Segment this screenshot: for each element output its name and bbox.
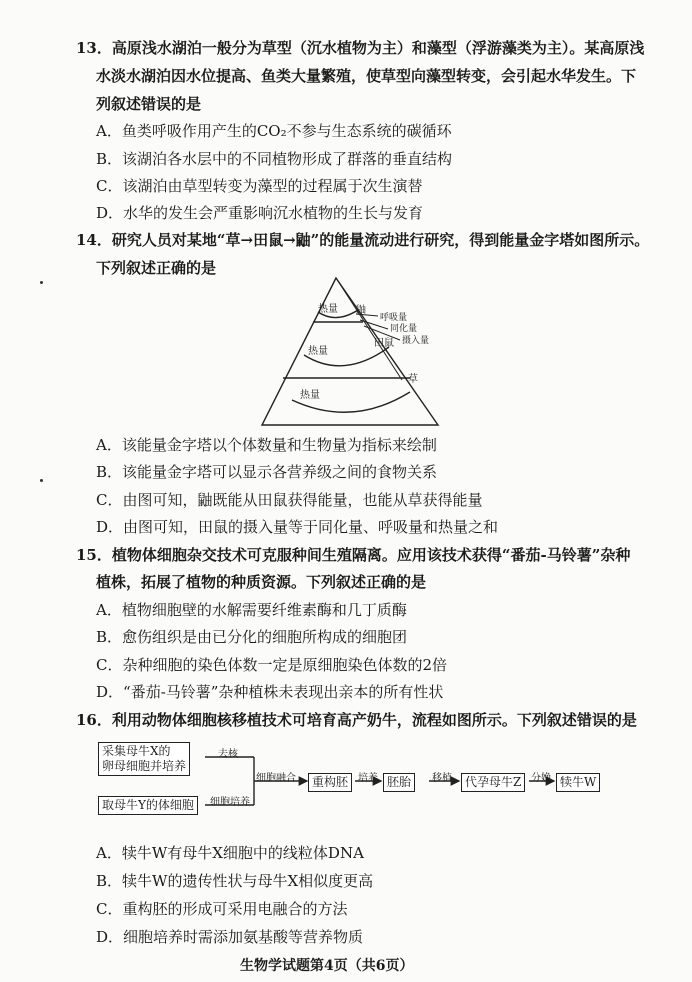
pyramid-label-vole: 田鼠 xyxy=(374,338,394,349)
flow-box-embryo: 胚胎 xyxy=(383,773,415,792)
flow-box-surrogate-cow-z: 代孕母牛Z xyxy=(461,773,525,792)
page-footer: 生物学试题第4页（共6页） xyxy=(240,958,414,974)
pyramid-label-heat-bottom: 热量 xyxy=(300,390,320,401)
flow-box-cow-y-somatic: 取母牛Y的体细胞 xyxy=(98,796,198,815)
margin-dot xyxy=(40,479,43,482)
q14-option-d[interactable]: D．由图可知，田鼠的摄入量等于同化量、呼吸量和热量之和 xyxy=(96,518,499,536)
pyramid-side-guide xyxy=(336,278,402,380)
label-line-intake xyxy=(364,326,400,340)
q14-option-a[interactable]: A．该能量金字塔以个体数量和生物量为指标来绘制 xyxy=(96,436,437,454)
q13-option-c[interactable]: C．该湖泊由草型转变为藻型的过程属于次生演替 xyxy=(96,177,423,195)
q14-stem-line-1: 14．研究人员对某地“草→田鼠→鼬”的能量流动进行研究，得到能量金字塔如图所示。 xyxy=(76,231,650,249)
flow-box-cow-x-line-2: 卵母细胞并培养 xyxy=(102,759,187,773)
q14-option-c[interactable]: C．由图可知，鼬既能从田鼠获得能量，也能从草获得能量 xyxy=(96,491,483,509)
q15-stem-line-1: 15．植物体细胞杂交技术可克服种间生殖隔离。应用该技术获得“番茄-马铃薯”杂种 xyxy=(76,546,631,564)
label-line-assimilation xyxy=(360,320,388,329)
q16-option-d[interactable]: D．细胞培养时需添加氨基酸等营养物质 xyxy=(96,928,364,946)
q13-option-d[interactable]: D．水华的发生会严重影响沉水植物的生长与发育 xyxy=(96,204,424,222)
flow-box-calf-w: 犊牛W xyxy=(556,773,600,792)
q15-stem-line-2: 植株，拓展了植物的种质资源。下列叙述正确的是 xyxy=(96,573,427,591)
flow-arrow-3 xyxy=(292,392,410,412)
q13-option-b[interactable]: B．该湖泊各水层中的不同植物形成了群落的垂直结构 xyxy=(96,150,453,168)
q14-stem-line-2: 下列叙述正确的是 xyxy=(96,259,217,277)
flow-label-cell-fusion: 细胞融合 xyxy=(256,773,296,784)
q15-option-c[interactable]: C．杂种细胞的染色体数一定是原细胞染色体数的2倍 xyxy=(96,656,448,674)
flow-label-remove-nucleus: 去核 xyxy=(218,749,238,760)
pyramid-label-assimilation: 同化量 xyxy=(390,324,418,334)
q13-stem-line-3: 列叙述错误的是 xyxy=(96,95,202,113)
pyramid-label-intake: 摄入量 xyxy=(402,336,430,346)
flow-box-cow-x-line-1: 采集母牛X的 xyxy=(102,744,171,758)
q14-option-b[interactable]: B．该能量金字塔可以显示各营养级之间的食物关系 xyxy=(96,463,438,481)
pyramid-label-grass: 草 xyxy=(408,374,418,385)
pyramid-label-heat-middle: 热量 xyxy=(308,346,328,357)
q16-stem-line-1: 16．利用动物体细胞核移植技术可培育高产奶牛，流程如图所示。下列叙述错误的是 xyxy=(76,711,637,729)
flow-arrow-1 xyxy=(318,310,358,318)
q15-option-b[interactable]: B．愈伤组织是由已分化的细胞所构成的细胞团 xyxy=(96,628,408,646)
q13-option-a[interactable]: A．鱼类呼吸作用产生的CO₂不参与生态系统的碳循环 xyxy=(96,122,452,140)
pyramid-label-heat-top: 热量 xyxy=(318,304,338,315)
q15-option-a[interactable]: A．植物细胞壁的水解需要纤维素酶和几丁质酶 xyxy=(96,601,407,619)
q13-stem-line-1: 13．高原浅水湖泊一般分为草型（沉水植物为主）和藻型（浮游藻类为主）。某高原浅 xyxy=(76,39,645,57)
flow-box-reconstructed-embryo: 重构胚 xyxy=(308,773,352,792)
flow-label-transfer: 移植 xyxy=(432,773,452,784)
pyramid-label-weasel: 鼬 xyxy=(356,305,366,316)
q16-option-c[interactable]: C．重构胚的形成可采用电融合的方法 xyxy=(96,900,348,918)
flow-label-birth: 分娩 xyxy=(531,773,551,784)
flow-box-cow-x-oocyte xyxy=(98,742,190,776)
pyramid-outline xyxy=(262,278,438,425)
q15-option-d[interactable]: D．“番茄-马铃薯”杂种植株未表现出亲本的所有性状 xyxy=(96,683,444,701)
label-line-respiration xyxy=(356,314,378,316)
q16-option-a[interactable]: A．犊牛W有母牛X细胞中的线粒体DNA xyxy=(96,844,364,862)
q16-option-b[interactable]: B．犊牛W的遗传性状与母牛X相似度更高 xyxy=(96,872,374,890)
margin-dot xyxy=(40,281,43,284)
q13-stem-line-2: 水淡水湖泊因水位提高、鱼类大量繁殖，使草型向藻型转变，会引起水华发生。下 xyxy=(96,67,637,85)
flow-label-culture: 培养 xyxy=(358,773,378,784)
pyramid-label-respiration: 呼吸量 xyxy=(380,313,408,323)
flow-arrow-2 xyxy=(304,347,389,366)
flow-label-cell-culture: 细胞培养 xyxy=(210,797,250,808)
